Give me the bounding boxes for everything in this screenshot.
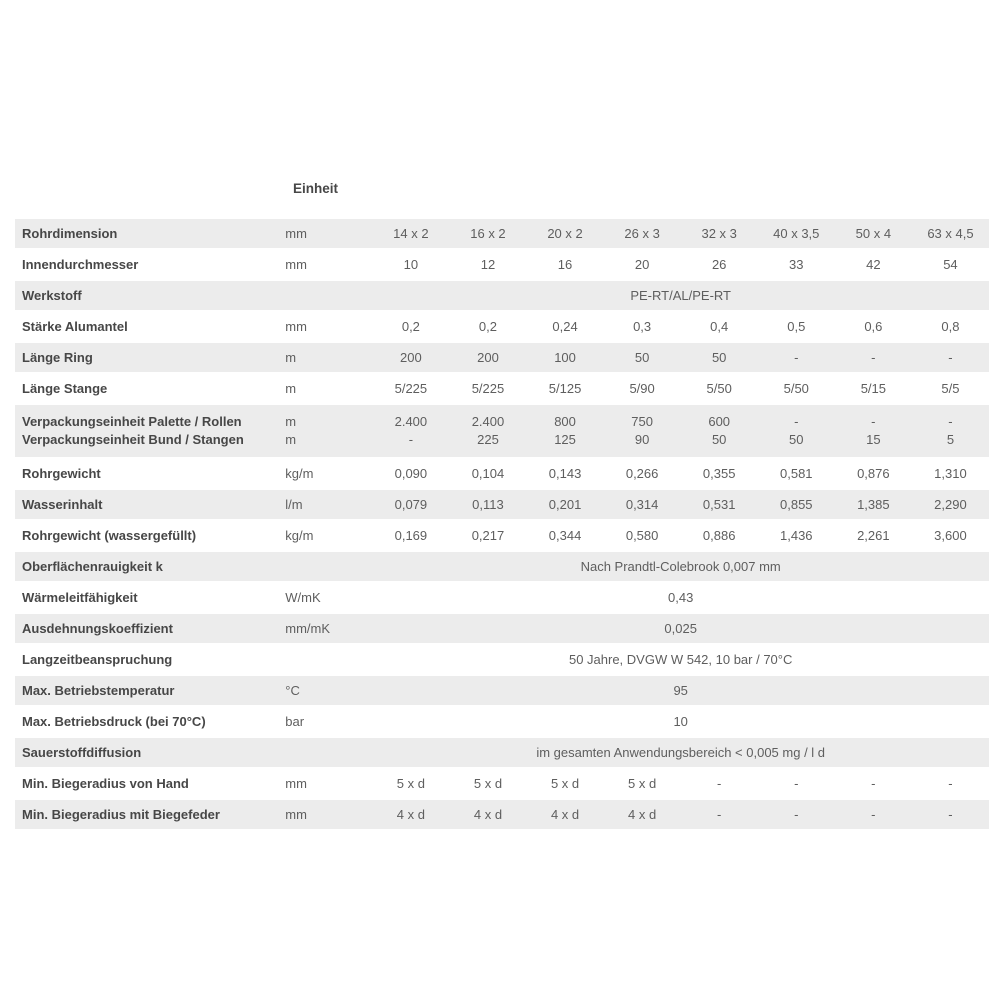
row-unit: mm xyxy=(285,800,372,831)
value-cell: 2,261 xyxy=(835,521,912,552)
cell-line: - xyxy=(948,414,953,429)
value-cell: 1,436 xyxy=(758,521,835,552)
value-cell: 26 xyxy=(681,250,758,281)
value-cell: 0,2 xyxy=(449,312,526,343)
value-cell: 14 x 2 xyxy=(372,219,449,250)
value-cell: 5 x d xyxy=(527,769,604,800)
row-label: Rohrgewicht xyxy=(15,459,285,490)
value-cell: 4 x d xyxy=(604,800,681,831)
cell-line: 600 xyxy=(708,414,731,429)
value-cell: 50 xyxy=(604,343,681,374)
row-unit: W/mK xyxy=(285,583,372,614)
table-row xyxy=(15,521,989,552)
value-cell: 0,201 xyxy=(527,490,604,521)
spec-table xyxy=(15,219,989,831)
row-span-value: 95 xyxy=(372,676,989,707)
spec-table-body xyxy=(15,219,989,831)
row-span-value: 0,43 xyxy=(372,583,989,614)
value-cell: 0,266 xyxy=(604,459,681,490)
value-cell: 4 x d xyxy=(527,800,604,831)
value-cell: - xyxy=(912,800,989,831)
row-span-value: PE-RT/AL/PE-RT xyxy=(372,281,989,312)
cell-line: - xyxy=(871,414,876,429)
row-unit: m xyxy=(285,343,372,374)
table-row xyxy=(15,405,989,459)
row-span-value: 50 Jahre, DVGW W 542, 10 bar / 70°C xyxy=(372,645,989,676)
cell-line: 125 xyxy=(554,432,576,447)
value-cell: 10 xyxy=(372,250,449,281)
row-label xyxy=(15,405,285,459)
value-cell: - xyxy=(758,800,835,831)
row-label: Wärmeleitfähigkeit xyxy=(15,583,285,614)
value-cell: 5/225 xyxy=(372,374,449,405)
value-cell: 0,3 xyxy=(604,312,681,343)
row-span-value: 10 xyxy=(372,707,989,738)
value-cell: 0,344 xyxy=(527,521,604,552)
row-label: Min. Biegeradius von Hand xyxy=(15,769,285,800)
value-cell: 0,8 xyxy=(912,312,989,343)
value-cell: 0,876 xyxy=(835,459,912,490)
table-row xyxy=(15,738,989,769)
table-row xyxy=(15,374,989,405)
value-cell xyxy=(912,405,989,459)
row-unit: mm xyxy=(285,250,372,281)
value-cell: 5/50 xyxy=(758,374,835,405)
row-unit: °C xyxy=(285,676,372,707)
value-cell: 40 x 3,5 xyxy=(758,219,835,250)
cell-line: 2.400 xyxy=(394,414,428,429)
row-label: Wasserinhalt xyxy=(15,490,285,521)
value-cell: 0,6 xyxy=(835,312,912,343)
value-cell: 5/5 xyxy=(912,374,989,405)
cell-line: 5 xyxy=(946,432,955,447)
table-row xyxy=(15,459,989,490)
row-unit: kg/m xyxy=(285,521,372,552)
value-cell: - xyxy=(912,769,989,800)
value-cell: 5 x d xyxy=(372,769,449,800)
table-row xyxy=(15,614,989,645)
row-span-value: im gesamten Anwendungsbereich < 0,005 mg / l d xyxy=(372,738,989,769)
value-cell: 200 xyxy=(372,343,449,374)
cell-line: m xyxy=(285,414,297,429)
table-row xyxy=(15,552,989,583)
cell-line: 800 xyxy=(554,414,576,429)
cell-line: 225 xyxy=(477,432,499,447)
value-cell: 0,169 xyxy=(372,521,449,552)
value-cell: 63 x 4,5 xyxy=(912,219,989,250)
row-unit: m xyxy=(285,374,372,405)
value-cell: 0,104 xyxy=(449,459,526,490)
table-row xyxy=(15,490,989,521)
table-row xyxy=(15,281,989,312)
value-cell: 50 xyxy=(681,343,758,374)
cell-line: Verpackungseinheit Palette / Rollen xyxy=(22,414,242,429)
row-unit xyxy=(285,281,372,312)
value-cell: 4 x d xyxy=(449,800,526,831)
row-unit: mm xyxy=(285,312,372,343)
value-cell: - xyxy=(835,769,912,800)
cell-line: 50 xyxy=(711,432,727,447)
value-cell: 0,581 xyxy=(758,459,835,490)
row-unit: kg/m xyxy=(285,459,372,490)
cell-line: 50 xyxy=(789,432,804,447)
row-label: Sauerstoffdiffusion xyxy=(15,738,285,769)
value-cell xyxy=(372,405,449,459)
value-cell: 2,290 xyxy=(912,490,989,521)
value-cell: 5/15 xyxy=(835,374,912,405)
value-cell: 1,385 xyxy=(835,490,912,521)
value-cell: 50 x 4 xyxy=(835,219,912,250)
value-cell: 4 x d xyxy=(372,800,449,831)
value-cell xyxy=(527,405,604,459)
row-label: Oberflächenrauigkeit k xyxy=(15,552,285,583)
value-cell: 0,143 xyxy=(527,459,604,490)
row-unit xyxy=(285,405,372,459)
value-cell: 0,217 xyxy=(449,521,526,552)
row-unit xyxy=(285,552,372,583)
value-cell: - xyxy=(758,343,835,374)
row-unit: mm/mK xyxy=(285,614,372,645)
row-unit: bar xyxy=(285,707,372,738)
row-label: Werkstoff xyxy=(15,281,285,312)
value-cell: 16 x 2 xyxy=(449,219,526,250)
value-cell xyxy=(681,405,758,459)
value-cell: 0,113 xyxy=(449,490,526,521)
row-label: Länge Stange xyxy=(15,374,285,405)
value-cell: 0,531 xyxy=(681,490,758,521)
value-cell: 100 xyxy=(527,343,604,374)
value-cell: 5/225 xyxy=(449,374,526,405)
value-cell xyxy=(835,405,912,459)
cell-line: 750 xyxy=(631,414,653,429)
row-unit xyxy=(285,738,372,769)
value-cell: - xyxy=(835,800,912,831)
value-cell: 0,079 xyxy=(372,490,449,521)
table-row xyxy=(15,645,989,676)
table-row xyxy=(15,250,989,281)
value-cell: 5/50 xyxy=(681,374,758,405)
table-row xyxy=(15,583,989,614)
value-cell: 200 xyxy=(449,343,526,374)
row-label: Rohrgewicht (wassergefüllt) xyxy=(15,521,285,552)
row-unit: mm xyxy=(285,769,372,800)
cell-line: Verpackungseinheit Bund / Stangen xyxy=(22,432,244,447)
value-cell xyxy=(758,405,835,459)
value-cell: 0,5 xyxy=(758,312,835,343)
row-label: Min. Biegeradius mit Biegefeder xyxy=(15,800,285,831)
row-unit: l/m xyxy=(285,490,372,521)
value-cell: 20 x 2 xyxy=(527,219,604,250)
row-unit xyxy=(285,645,372,676)
value-cell xyxy=(449,405,526,459)
value-cell: 5 x d xyxy=(604,769,681,800)
row-label: Langzeitbeanspruchung xyxy=(15,645,285,676)
value-cell: 3,600 xyxy=(912,521,989,552)
row-label: Länge Ring xyxy=(15,343,285,374)
cell-line: 15 xyxy=(866,432,881,447)
value-cell: 5 x d xyxy=(449,769,526,800)
table-row xyxy=(15,707,989,738)
value-cell: 0,2 xyxy=(372,312,449,343)
value-cell: 20 xyxy=(604,250,681,281)
value-cell: 5/125 xyxy=(527,374,604,405)
row-span-value: 0,025 xyxy=(372,614,989,645)
cell-line: - xyxy=(408,432,414,447)
value-cell: - xyxy=(758,769,835,800)
value-cell: - xyxy=(681,800,758,831)
value-cell: 0,24 xyxy=(527,312,604,343)
einheit-column-header: Einheit xyxy=(293,181,339,196)
value-cell: 0,4 xyxy=(681,312,758,343)
value-cell: 1,310 xyxy=(912,459,989,490)
value-cell: - xyxy=(681,769,758,800)
value-cell xyxy=(604,405,681,459)
table-row xyxy=(15,676,989,707)
value-cell: 54 xyxy=(912,250,989,281)
row-label: Innendurchmesser xyxy=(15,250,285,281)
value-cell: 33 xyxy=(758,250,835,281)
value-cell: 12 xyxy=(449,250,526,281)
row-label: Max. Betriebsdruck (bei 70°C) xyxy=(15,707,285,738)
value-cell: 42 xyxy=(835,250,912,281)
value-cell: 16 xyxy=(527,250,604,281)
row-label: Rohrdimension xyxy=(15,219,285,250)
row-label: Ausdehnungskoeffizient xyxy=(15,614,285,645)
cell-line: 90 xyxy=(634,432,650,447)
table-row xyxy=(15,219,989,250)
value-cell: - xyxy=(835,343,912,374)
table-row xyxy=(15,343,989,374)
value-cell: 5/90 xyxy=(604,374,681,405)
cell-line: - xyxy=(794,414,799,429)
value-cell: 0,314 xyxy=(604,490,681,521)
row-unit: mm xyxy=(285,219,372,250)
value-cell: - xyxy=(912,343,989,374)
row-label: Stärke Alumantel xyxy=(15,312,285,343)
cell-line: 2.400 xyxy=(471,414,505,429)
table-row xyxy=(15,312,989,343)
row-span-value: Nach Prandtl-Colebrook 0,007 mm xyxy=(372,552,989,583)
table-row xyxy=(15,800,989,831)
value-cell: 0,090 xyxy=(372,459,449,490)
row-label: Max. Betriebstemperatur xyxy=(15,676,285,707)
value-cell: 0,886 xyxy=(681,521,758,552)
value-cell: 0,580 xyxy=(604,521,681,552)
value-cell: 0,355 xyxy=(681,459,758,490)
value-cell: 0,855 xyxy=(758,490,835,521)
value-cell: 32 x 3 xyxy=(681,219,758,250)
table-row xyxy=(15,769,989,800)
cell-line: m xyxy=(285,432,297,447)
value-cell: 26 x 3 xyxy=(604,219,681,250)
